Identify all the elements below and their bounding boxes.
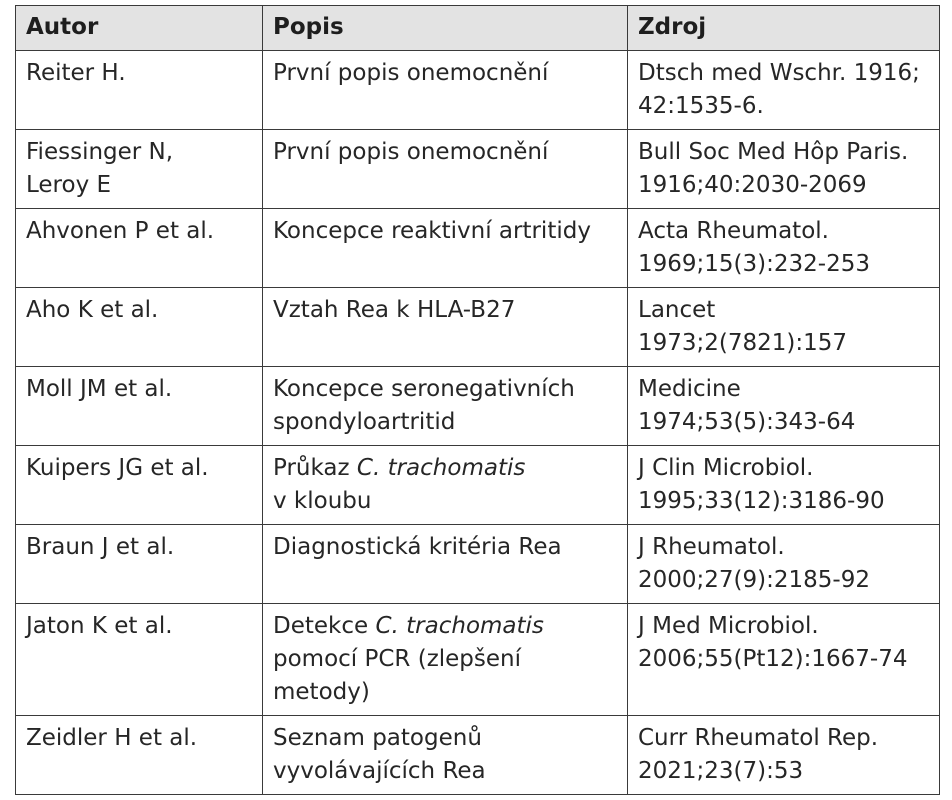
source-line: Curr Rheumatol Rep. — [638, 725, 879, 751]
source-line: Bull Soc Med Hôp Paris. — [638, 139, 909, 165]
table-row — [16, 716, 940, 795]
author-cell — [16, 367, 263, 446]
description-line: spondyloartritid — [273, 409, 456, 435]
source-cell — [628, 367, 940, 446]
source-line: J Med Microbiol. — [638, 613, 819, 639]
table-row — [16, 288, 940, 367]
description-line: Diagnostická kritéria Rea — [273, 534, 562, 560]
author-cell — [16, 446, 263, 525]
author-line: Aho K et al. — [26, 297, 159, 323]
description-line: První popis onemocnění — [273, 139, 549, 165]
author-line: Jaton K et al. — [26, 613, 173, 639]
source-cell — [628, 716, 940, 795]
table-row — [16, 51, 940, 130]
source-cell — [628, 130, 940, 209]
source-line: 2006;55(Pt12):1667-74 — [638, 646, 908, 672]
description-line: Koncepce reaktivní artritidy — [273, 218, 591, 244]
source-cell — [628, 604, 940, 716]
author-line: Ahvonen P et al. — [26, 218, 215, 244]
table-row — [16, 604, 940, 716]
source-line: 1995;33(12):3186-90 — [638, 488, 885, 514]
description-cell — [263, 130, 628, 209]
description-line: Vztah Rea k HLA-B27 — [273, 297, 516, 323]
author-line: Fiessinger N, — [26, 139, 174, 165]
author-cell — [16, 288, 263, 367]
source-line: Dtsch med Wschr. 1916; — [638, 60, 920, 86]
table-row — [16, 130, 940, 209]
table-row — [16, 209, 940, 288]
description-cell — [263, 288, 628, 367]
source-cell — [628, 51, 940, 130]
source-line: J Clin Microbiol. — [638, 455, 814, 481]
source-line: 1916;40:2030-2069 — [638, 172, 867, 198]
description-cell — [263, 525, 628, 604]
reference-table — [15, 5, 940, 795]
reference-table-container — [15, 5, 940, 795]
author-cell — [16, 51, 263, 130]
source-line: 1974;53(5):343-64 — [638, 409, 856, 435]
author-line: Kuipers JG et al. — [26, 455, 209, 481]
description-cell — [263, 716, 628, 795]
description-line: Seznam patogenů — [273, 725, 482, 751]
author-line: Zeidler H et al. — [26, 725, 198, 751]
source-line: 2021;23(7):53 — [638, 758, 804, 784]
source-cell — [628, 209, 940, 288]
description-line: pomocí PCR (zlepšení — [273, 646, 522, 672]
description-cell — [263, 604, 628, 716]
header-author: Autor — [16, 6, 263, 51]
description-cell — [263, 209, 628, 288]
table-row — [16, 446, 940, 525]
author-cell — [16, 130, 263, 209]
source-cell — [628, 288, 940, 367]
author-line: Braun J et al. — [26, 534, 175, 560]
source-line: Medicine — [638, 376, 741, 402]
table-row — [16, 367, 940, 446]
description-line: První popis onemocnění — [273, 60, 549, 86]
description-cell — [263, 51, 628, 130]
header-source: Zdroj — [628, 6, 940, 51]
author-line: Reiter H. — [26, 60, 126, 86]
source-line: Acta Rheumatol. — [638, 218, 829, 244]
source-line: 1969;15(3):232-253 — [638, 251, 870, 277]
description-line: Průkaz — [273, 455, 357, 481]
table-row — [16, 525, 940, 604]
author-cell — [16, 525, 263, 604]
header-description: Popis — [263, 6, 628, 51]
source-line: 2000;27(9):2185-92 — [638, 567, 870, 593]
author-cell — [16, 716, 263, 795]
author-line: Leroy E — [26, 172, 112, 198]
description-line: metody) — [273, 679, 370, 705]
source-line: 42:1535-6. — [638, 93, 764, 119]
description-line: Detekce — [273, 613, 376, 639]
author-cell — [16, 209, 263, 288]
description-italic-term: C. trachomatis — [375, 613, 544, 639]
description-cell — [263, 446, 628, 525]
author-cell — [16, 604, 263, 716]
source-cell — [628, 446, 940, 525]
description-cell — [263, 367, 628, 446]
description-line: Koncepce seronegativních — [273, 376, 575, 402]
description-line: vyvolávajících Rea — [273, 758, 486, 784]
description-italic-term: C. trachomatis — [356, 455, 526, 481]
source-cell — [628, 525, 940, 604]
source-line: Lancet 1973;2(7821):157 — [638, 297, 848, 356]
description-line: v kloubu — [273, 488, 372, 514]
source-line: J Rheumatol. — [638, 534, 785, 560]
table-header-row — [16, 6, 940, 51]
author-line: Moll JM et al. — [26, 376, 173, 402]
